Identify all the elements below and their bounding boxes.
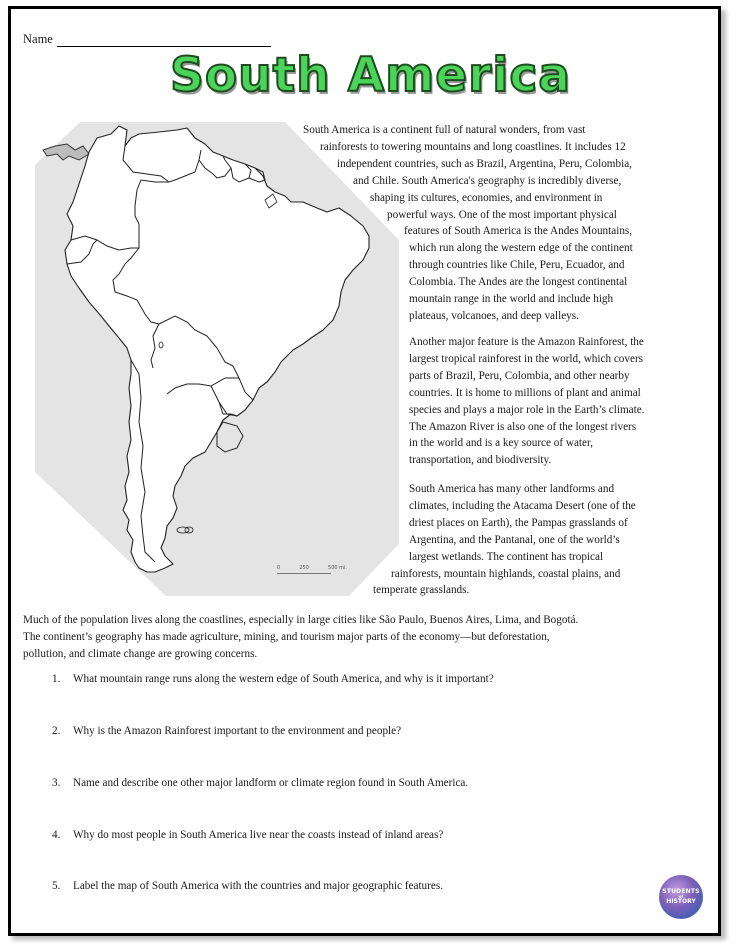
amazon-line: The Amazon River is also one of the longest rivers [409,420,637,433]
logo-line-2: of [678,894,684,899]
landforms-line: climates, including the Atacama Desert (one of the [409,499,636,512]
name-field[interactable] [23,32,271,47]
population-line: pollution, and climate change are growing concerns. [23,647,258,660]
question-item [52,880,443,892]
landforms-paragraph [0,481,636,599]
question-number: 3. [52,777,61,789]
page-title: South America [170,48,571,103]
scale-label-250: 250 [299,565,309,571]
amazon-line: transportation, and biodiversity. [409,454,552,467]
intro-line: rainforests to towering mountains and long coastlines. It includes 12 [320,140,626,153]
intro-line: which run along the western edge of the continent [409,242,633,255]
question-number: 4. [52,829,61,841]
amazon-line: parts of Brazil, Peru, Colombia, and other nearby [409,369,630,382]
intro-line: Colombia. The Andes are the longest continental [409,276,628,289]
intro-paragraph [0,122,633,325]
landforms-line: South America has many other landforms and [409,483,615,495]
landforms-line: rainforests, mountain highlands, coastal plains, and [391,567,621,580]
question-text: Label the map of South America with the countries and major geographic features. [73,880,443,892]
intro-line: independent countries, such as Brazil, Argentina, Peru, Colombia, [337,157,632,170]
intro-line: shaping its cultures, economies, and environment in [370,191,603,204]
question-item [52,725,401,737]
landforms-line: driest places on Earth), the Pampas grasslands of [409,516,628,529]
amazon-line: Another major feature is the Amazon Rainforest, the [409,336,644,348]
amazon-paragraph [409,334,644,469]
amazon-line: species and plays a major role in the Earth’s climate. [409,403,645,416]
students-of-history-logo [659,875,703,919]
question-number: 1. [52,673,61,685]
question-text: Name and describe one other major landform or climate region found in South America. [73,777,469,789]
amazon-line: in the world and is a key source of water, [409,437,594,450]
scale-label-0: 0 [277,565,281,571]
intro-line: through countries like Chile, Peru, Ecuador, and [409,259,625,272]
question-item [52,777,468,789]
scale-label-500: 500 mi. [328,565,347,571]
question-item [52,829,443,841]
question-item [52,673,494,685]
logo-line-1: STUDENTS [662,888,700,895]
population-line: Much of the population lives along the coastlines, especially in large cities like São Paulo, Buenos Aires, Lima, and Bogotá. [23,614,579,626]
question-number: 2. [52,725,61,737]
intro-line: and Chile. South America's geography is incredibly diverse, [353,174,622,187]
intro-line: mountain range in the world and include high [409,293,614,306]
landforms-line: largest wetlands. The continent has tropical [409,550,604,563]
question-text: Why is the Amazon Rainforest important to the environment and people? [73,725,402,737]
question-number: 5. [52,880,61,892]
population-paragraph [23,612,713,663]
population-line: The continent’s geography has made agriculture, mining, and tourism major parts of the economy—but deforestation, [23,630,550,643]
name-label: Name [23,32,53,46]
amazon-line: countries. It is home to millions of plant and animal [409,386,641,399]
intro-line: features of South America is the Andes Mountains, [404,225,633,238]
logo-line-3: HISTORY [666,898,696,905]
amazon-line: largest tropical rainforest in the world, which covers [409,352,644,365]
intro-line: plateaus, volcanoes, and deep valleys. [409,309,579,322]
landforms-line: temperate grasslands. [373,584,470,597]
landforms-line: Argentina, and the Pantanal, one of the world’s [409,533,620,546]
question-text: Why do most people in South America live near the coasts instead of inland areas? [73,829,444,841]
question-text: What mountain range runs along the western edge of South America, and why is it important? [73,673,494,685]
intro-line: South America is a continent full of natural wonders, from vast [303,124,586,136]
intro-line: powerful ways. One of the most important physical [387,208,617,221]
name-blank-line[interactable] [57,35,271,47]
